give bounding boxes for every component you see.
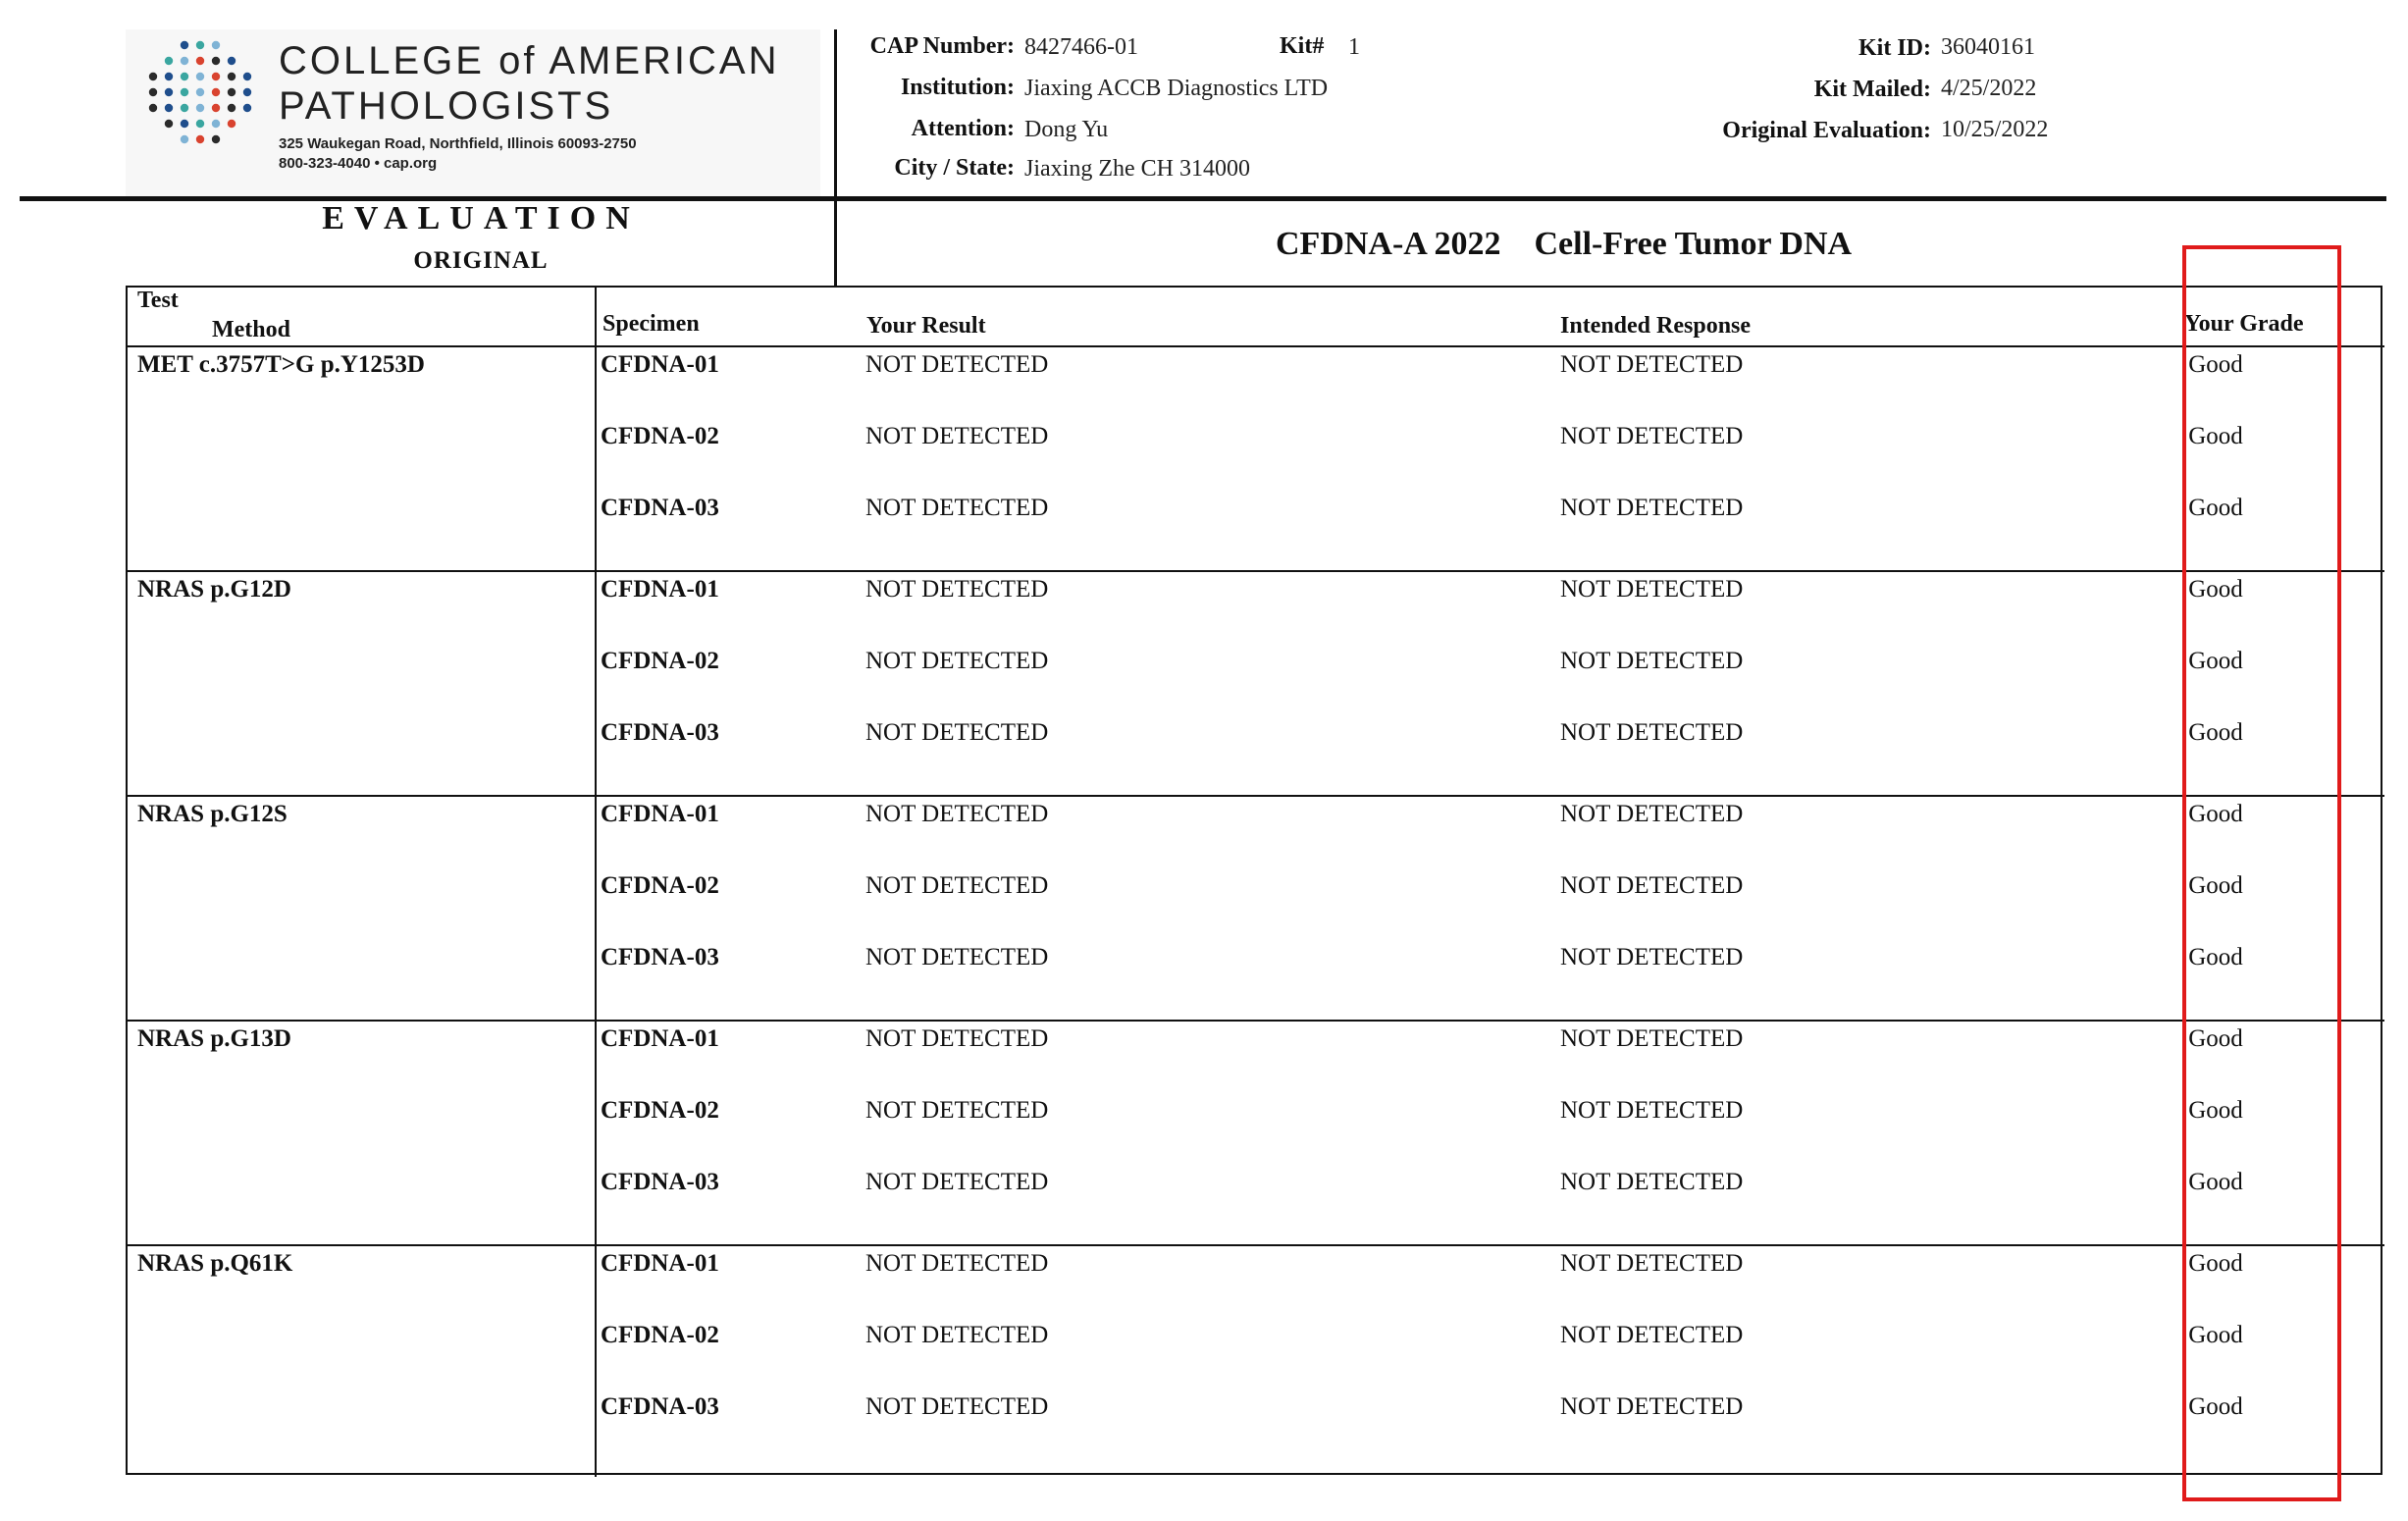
logo-dot <box>181 57 188 65</box>
your-result: NOT DETECTED <box>865 423 1049 449</box>
your-result: NOT DETECTED <box>865 648 1049 674</box>
your-grade: Good <box>2188 1025 2243 1052</box>
kit-id-label: Kit ID: <box>1858 35 1931 61</box>
logo-dot <box>212 135 220 143</box>
your-result: NOT DETECTED <box>865 719 1049 746</box>
specimen-id: CFDNA-03 <box>601 1169 719 1195</box>
logo-dot <box>212 104 220 112</box>
logo-dot <box>243 88 251 96</box>
attention-label: Attention: <box>911 116 1015 141</box>
specimen-id: CFDNA-03 <box>601 495 719 521</box>
specimen-id: CFDNA-03 <box>601 944 719 970</box>
test-name: NRAS p.G12S <box>137 801 288 827</box>
logo-dot <box>212 73 220 80</box>
logo-dot <box>228 120 236 128</box>
your-grade: Good <box>2188 1250 2243 1277</box>
logo-dot <box>149 88 157 96</box>
institution-label: Institution: <box>900 75 1015 100</box>
attention-value: Dong Yu <box>1024 117 1109 142</box>
logo-dot <box>181 135 188 143</box>
your-result: NOT DETECTED <box>865 1393 1049 1420</box>
logo-dot <box>212 41 220 49</box>
kit-mailed-label: Kit Mailed: <box>1813 77 1931 102</box>
logo-dot <box>228 57 236 65</box>
your-result: NOT DETECTED <box>865 872 1049 899</box>
group-divider <box>128 1020 2384 1022</box>
test-name: NRAS p.G13D <box>137 1025 291 1052</box>
logo-dot <box>149 104 157 112</box>
group-divider <box>128 570 2384 572</box>
organization-address: 325 Waukegan Road, Northfield, Illinois 60093-2750 <box>279 135 637 152</box>
logo-dot <box>181 41 188 49</box>
specimen-id: CFDNA-02 <box>601 423 719 449</box>
logo-dot <box>149 73 157 80</box>
test-name: NRAS p.G12D <box>137 576 291 603</box>
your-grade: Good <box>2188 801 2243 827</box>
intended-response: NOT DETECTED <box>1560 872 1744 899</box>
your-result: NOT DETECTED <box>865 944 1049 970</box>
your-result: NOT DETECTED <box>865 576 1049 603</box>
intended-response: NOT DETECTED <box>1560 1322 1744 1348</box>
your-grade: Good <box>2188 944 2243 970</box>
intended-response: NOT DETECTED <box>1560 648 1744 674</box>
your-result: NOT DETECTED <box>865 1097 1049 1124</box>
logo-dot <box>165 88 173 96</box>
column-header-your-grade: Your Grade <box>2184 311 2304 337</box>
logo-dot <box>181 120 188 128</box>
specimen-id: CFDNA-01 <box>601 351 719 378</box>
header-vertical-divider <box>834 29 837 287</box>
logo-dot <box>212 88 220 96</box>
intended-response: NOT DETECTED <box>1560 1393 1744 1420</box>
intended-response: NOT DETECTED <box>1560 495 1744 521</box>
kit-number-label: Kit# <box>1280 33 1325 59</box>
logo-dot <box>181 73 188 80</box>
your-grade: Good <box>2188 423 2243 449</box>
kit-number-value: 1 <box>1348 34 1360 60</box>
your-grade: Good <box>2188 351 2243 378</box>
evaluation-title: EVALUATION <box>322 200 640 236</box>
cap-dot-logo-icon <box>141 35 259 153</box>
logo-dot <box>196 73 204 80</box>
your-grade: Good <box>2188 495 2243 521</box>
logo-dot <box>196 88 204 96</box>
cap-number-label: CAP Number: <box>869 33 1015 59</box>
logo-dot <box>196 104 204 112</box>
column-header-specimen: Specimen <box>602 311 700 337</box>
specimen-id: CFDNA-01 <box>601 1250 719 1277</box>
logo-dot <box>243 104 251 112</box>
specimen-id: CFDNA-02 <box>601 1097 719 1124</box>
logo-dot <box>196 41 204 49</box>
group-divider <box>128 1244 2384 1246</box>
your-grade: Good <box>2188 1393 2243 1420</box>
your-grade: Good <box>2188 648 2243 674</box>
your-grade: Good <box>2188 576 2243 603</box>
city-state-label: City / State: <box>894 155 1015 181</box>
specimen-id: CFDNA-02 <box>601 1322 719 1348</box>
specimen-id: CFDNA-03 <box>601 719 719 746</box>
logo-dot <box>228 88 236 96</box>
institution-value: Jiaxing ACCB Diagnostics LTD <box>1024 76 1329 101</box>
organization-contact: 800-323-4040 • cap.org <box>279 155 438 172</box>
your-result: NOT DETECTED <box>865 1025 1049 1052</box>
logo-dot <box>165 104 173 112</box>
your-result: NOT DETECTED <box>865 1169 1049 1195</box>
intended-response: NOT DETECTED <box>1560 1250 1744 1277</box>
intended-response: NOT DETECTED <box>1560 423 1744 449</box>
your-grade: Good <box>2188 1097 2243 1124</box>
original-evaluation-value: 10/25/2022 <box>1941 117 2049 142</box>
city-state-value: Jiaxing Zhe CH 314000 <box>1024 156 1250 182</box>
your-result: NOT DETECTED <box>865 1322 1049 1348</box>
your-grade: Good <box>2188 1322 2243 1348</box>
your-grade: Good <box>2188 719 2243 746</box>
test-name: MET c.3757T>G p.Y1253D <box>137 351 425 378</box>
organization-name-line2: PATHOLOGISTS <box>279 84 614 128</box>
logo-dot <box>212 57 220 65</box>
logo-dot <box>165 57 173 65</box>
kit-id-value: 36040161 <box>1941 34 2035 60</box>
cap-number-value: 8427466-01 <box>1024 34 1138 60</box>
original-evaluation-label: Original Evaluation: <box>1722 118 1931 143</box>
group-divider <box>128 795 2384 797</box>
column-header-your-result: Your Result <box>866 313 986 339</box>
specimen-id: CFDNA-01 <box>601 576 719 603</box>
grade-column-highlight <box>2182 245 2341 1501</box>
column-header-test: Test <box>137 288 179 313</box>
logo-dot <box>243 73 251 80</box>
intended-response: NOT DETECTED <box>1560 944 1744 970</box>
organization-logo <box>126 29 820 196</box>
specimen-id: CFDNA-02 <box>601 872 719 899</box>
your-grade: Good <box>2188 1169 2243 1195</box>
header-row-divider <box>128 345 2384 347</box>
intended-response: NOT DETECTED <box>1560 351 1744 378</box>
intended-response: NOT DETECTED <box>1560 576 1744 603</box>
logo-dot <box>228 104 236 112</box>
evaluation-subtitle: ORIGINAL <box>413 247 549 274</box>
logo-dot <box>181 104 188 112</box>
column-header-intended-response: Intended Response <box>1560 313 1752 339</box>
logo-dot <box>165 73 173 80</box>
your-grade: Good <box>2188 872 2243 899</box>
logo-dot <box>228 73 236 80</box>
logo-dot <box>181 88 188 96</box>
intended-response: NOT DETECTED <box>1560 1169 1744 1195</box>
your-result: NOT DETECTED <box>865 801 1049 827</box>
specimen-id: CFDNA-01 <box>601 801 719 827</box>
intended-response: NOT DETECTED <box>1560 1025 1744 1052</box>
logo-dot <box>196 135 204 143</box>
specimen-id: CFDNA-02 <box>601 648 719 674</box>
your-result: NOT DETECTED <box>865 1250 1049 1277</box>
your-result: NOT DETECTED <box>865 495 1049 521</box>
intended-response: NOT DETECTED <box>1560 719 1744 746</box>
logo-dot <box>196 57 204 65</box>
organization-name-line1: COLLEGE of AMERICAN <box>279 39 780 82</box>
test-column-divider <box>595 288 597 1477</box>
results-table <box>126 286 2382 1475</box>
your-result: NOT DETECTED <box>865 351 1049 378</box>
column-header-method: Method <box>212 317 290 342</box>
logo-dot <box>165 120 173 128</box>
logo-dot <box>196 120 204 128</box>
kit-mailed-value: 4/25/2022 <box>1941 76 2037 101</box>
test-name: NRAS p.Q61K <box>137 1250 293 1277</box>
program-title: CFDNA-A 2022 Cell-Free Tumor DNA <box>1276 226 1853 262</box>
logo-dot <box>212 120 220 128</box>
specimen-id: CFDNA-01 <box>601 1025 719 1052</box>
specimen-id: CFDNA-03 <box>601 1393 719 1420</box>
intended-response: NOT DETECTED <box>1560 801 1744 827</box>
intended-response: NOT DETECTED <box>1560 1097 1744 1124</box>
